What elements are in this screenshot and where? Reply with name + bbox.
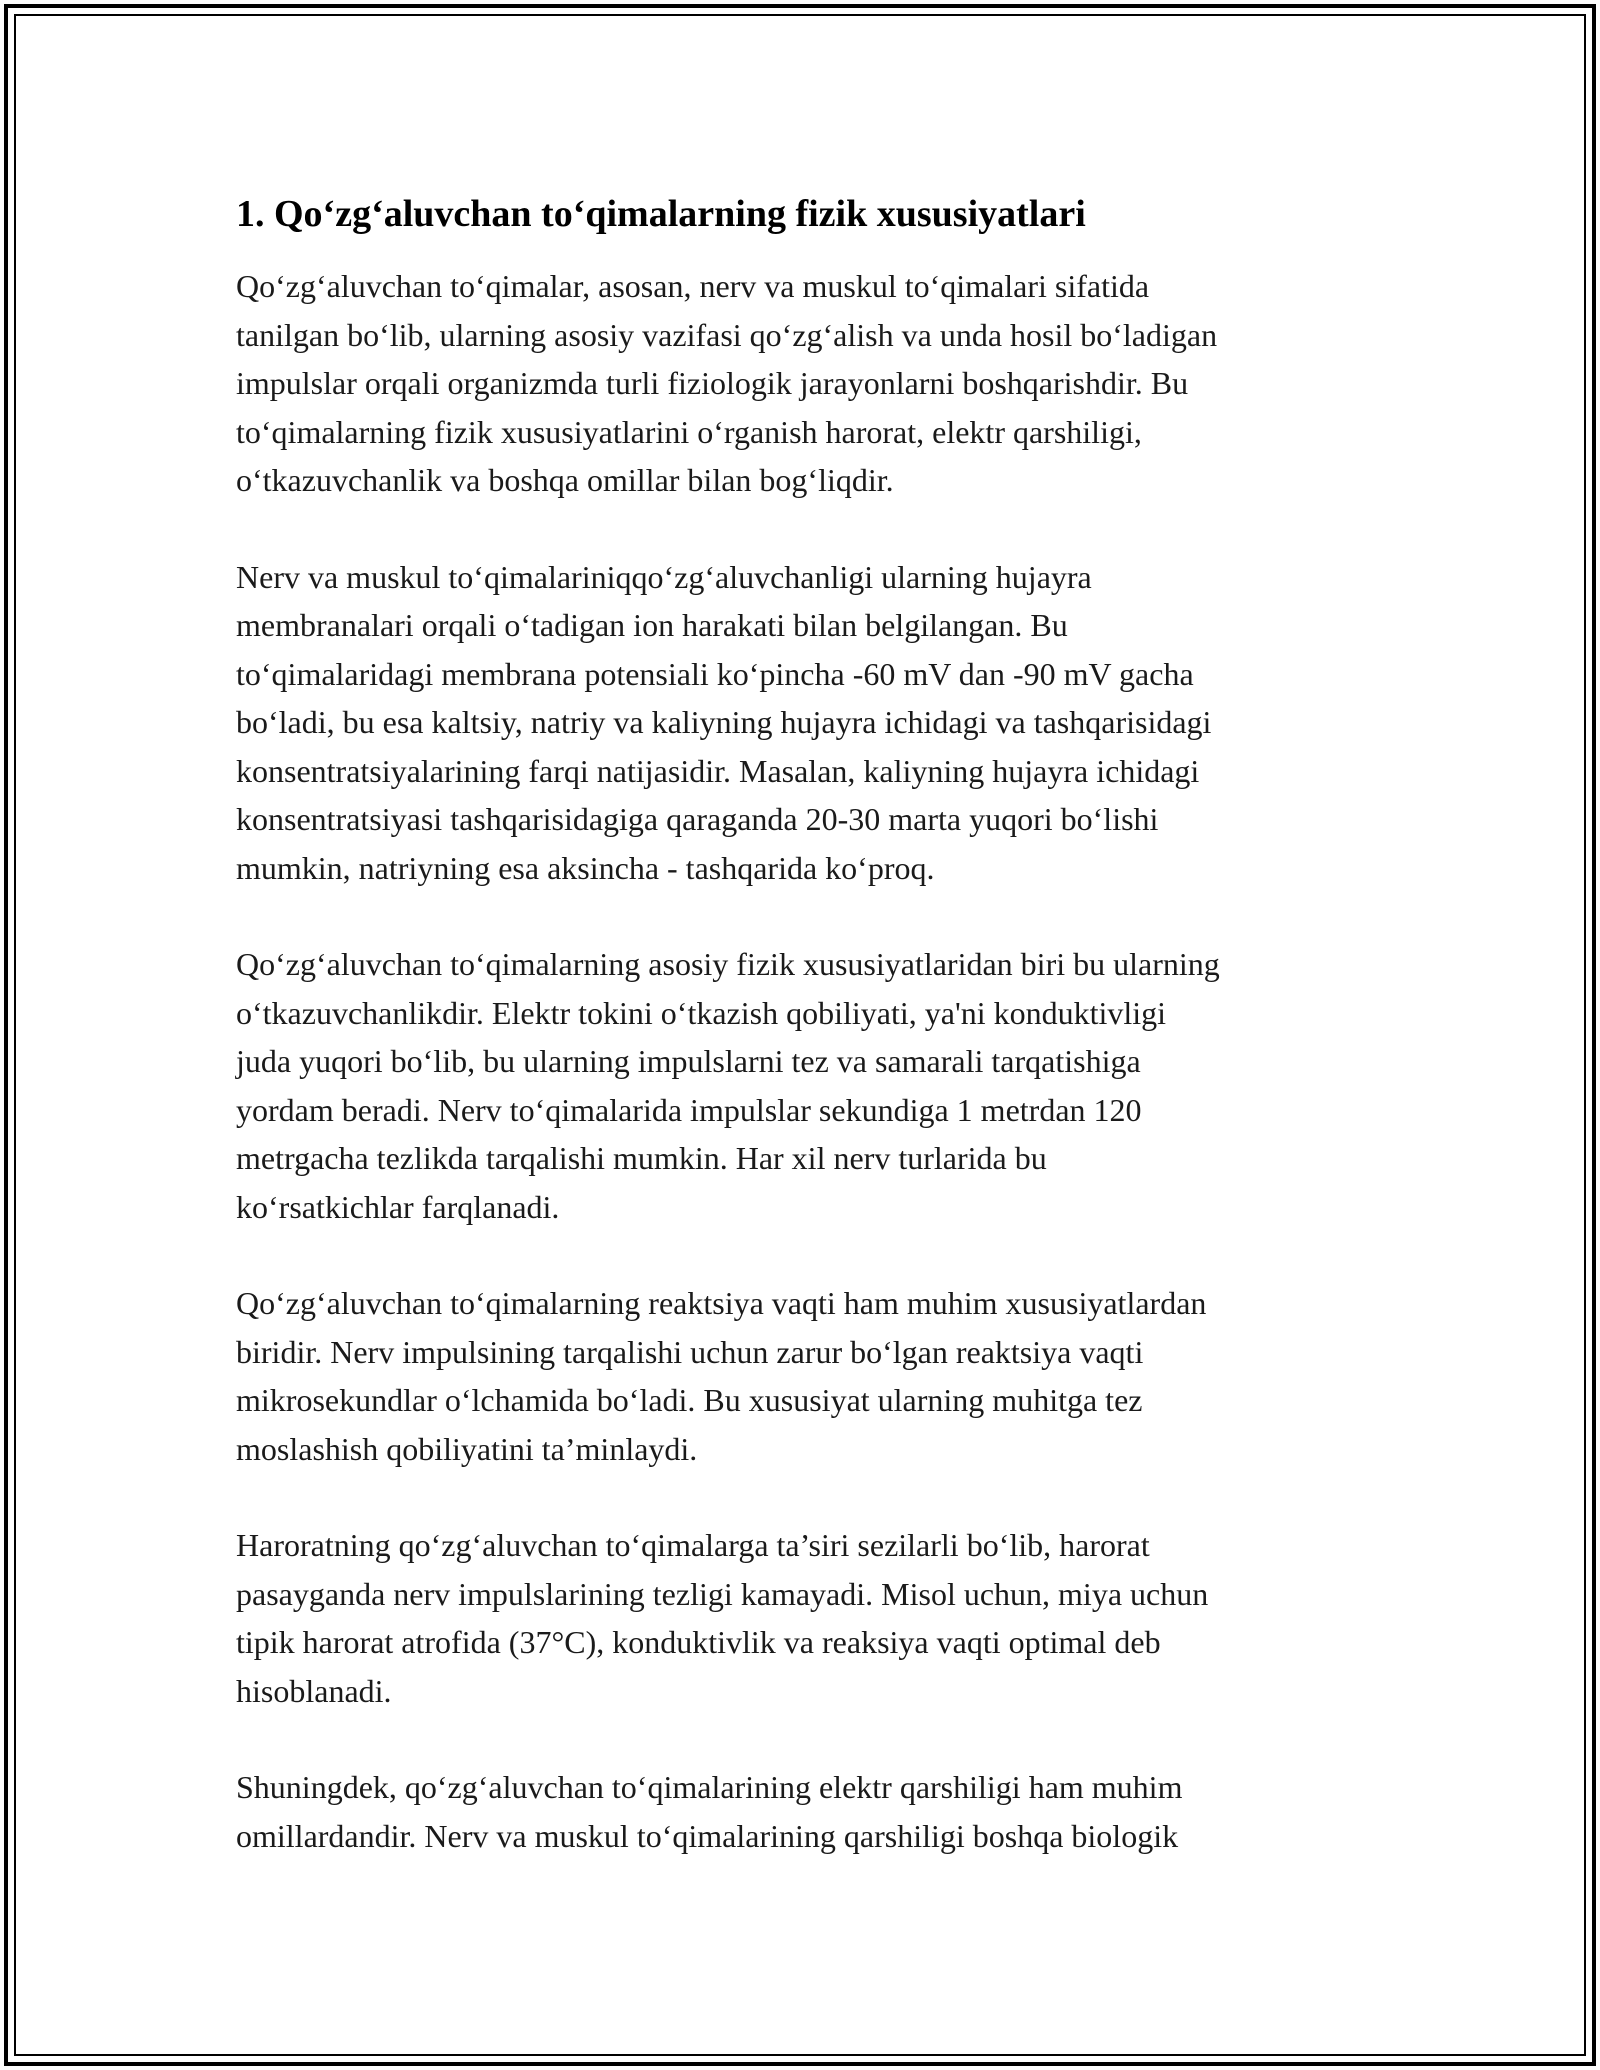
section-heading: 1. Qo‘zg‘aluvchan to‘qimalarning fizik xususiyatlari: [236, 193, 1086, 235]
paragraph-2: Nerv va muskul to‘qimalariniqqo‘zg‘aluvchanligi ularning hujayra membranalari orqali o‘tadigan ion harakati bilan belgilangan. Bu to‘qimalaridagi membrana potensiali ko‘pincha -60 mV dan -90 mV gacha bo‘ladi, bu esa kaltsiy, natriy va kaliyning hujayra ichidagi va tashqarisidagi konsentratsiyalarining farqi natijasidir. Masalan, kaliyning hujayra ichidagi konsentratsiyasi tashqarisidagiga qaraganda 20-30 marta yuqori bo‘lishi mumkin, natriyning esa aksincha - tashqarida ko‘proq.: [236, 558, 1212, 886]
paragraph-1: Qo‘zg‘aluvchan to‘qimalar, asosan, nerv va muskul to‘qimalari sifatida tanilgan bo‘lib, ularning asosiy vazifasi qo‘zg‘alish va unda hosil bo‘ladigan impulslar orqali organizmda turli fiziologik jarayonlarni boshqarishdir. Bu to‘qimalarning fizik xususiyatlarini o‘rganish harorat, elektr qarshiligi, o‘tkazuvchanlik va boshqa omillar bilan bog‘liqdir.: [236, 268, 1218, 498]
paragraph-3: Qo‘zg‘aluvchan to‘qimalarning asosiy fizik xususiyatlaridan biri bu ularning o‘tkazuvchanlikdir. Elektr tokini o‘tkazish qobiliyati, ya'ni konduktivligi juda yuqori bo‘lib, bu ularning impulslarni tez va samarali tarqatishiga yordam beradi. Nerv to‘qimalarida impulslar sekundiga 1 metrdan 120 metrgacha tezlikda tarqalishi mumkin. Har xil nerv turlarida bu ko‘rsatkichlar farqlanadi.: [236, 946, 1220, 1225]
paragraph-5: Haroratning qo‘zg‘aluvchan to‘qimalarga ta’siri sezilarli bo‘lib, harorat pasayganda nerv impulslarining tezligi kamayadi. Misol uchun, miya uchun tipik harorat atrofida (37°C), konduktivlik va reaksiya vaqti optimal deb hisoblanadi.: [236, 1527, 1209, 1709]
paragraph-4: Qo‘zg‘aluvchan to‘qimalarning reaktsiya vaqti ham muhim xususiyatlardan biridir. Nerv impulsining tarqalishi uchun zarur bo‘lgan reaktsiya vaqti mikrosekundlar o‘lchamida bo‘ladi. Bu xususiyat ularning muhitga tez moslashish qobiliyatini ta’minlaydi.: [236, 1285, 1207, 1467]
paragraph-6: Shuningdek, qo‘zg‘aluvchan to‘qimalarining elektr qarshiligi ham muhim omillardandir. Nerv va muskul to‘qimalarining qarshiligi boshqa biologik: [236, 1769, 1183, 1854]
document-body: [236, 186, 1376, 1908]
